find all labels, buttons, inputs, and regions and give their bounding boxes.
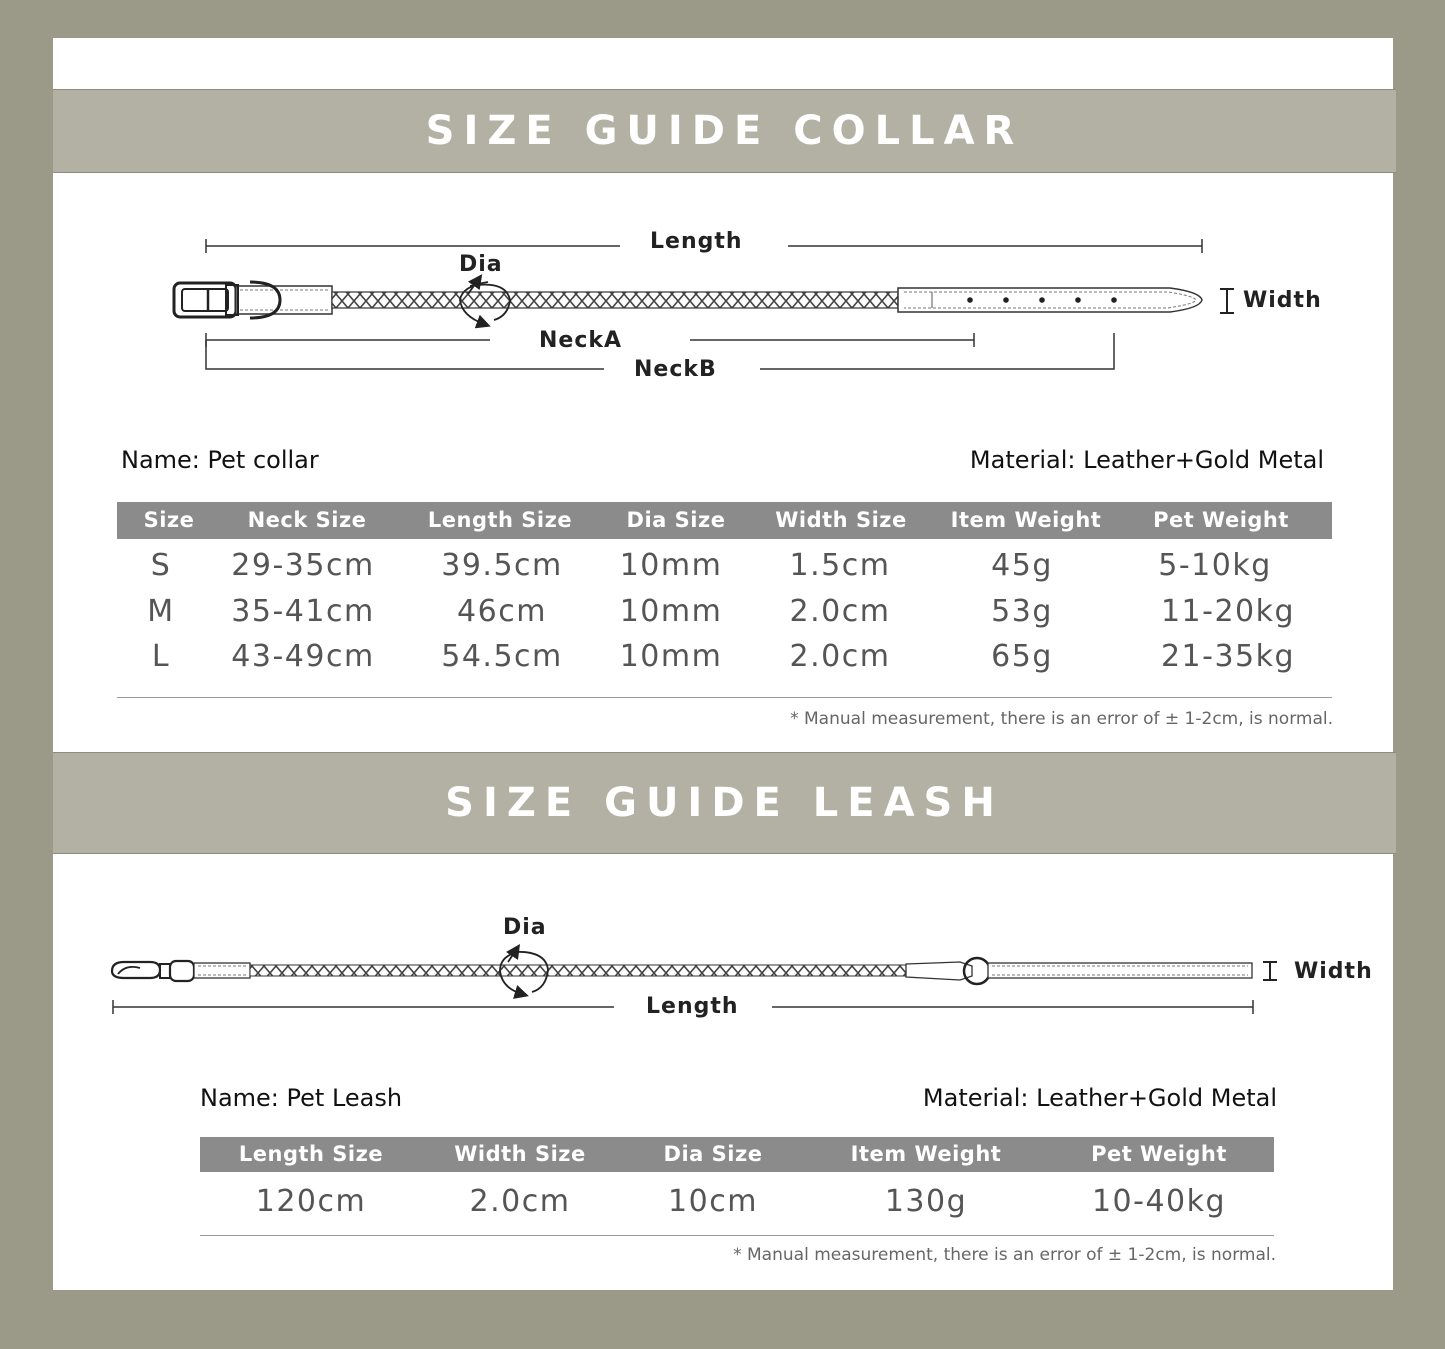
collar-th-length: Length Size bbox=[427, 508, 573, 532]
table-cell: 120cm bbox=[255, 1184, 367, 1219]
collar-width-label: Width bbox=[1243, 288, 1322, 313]
collar-necka-label: NeckA bbox=[539, 328, 623, 353]
collar-length-label: Length bbox=[650, 229, 743, 254]
table-cell: 43-49cm bbox=[231, 639, 375, 674]
collar-buckle-icon bbox=[174, 282, 332, 318]
collar-th-item-weight: Item Weight bbox=[950, 508, 1102, 532]
table-cell: 2.0cm bbox=[469, 1184, 571, 1219]
leash-banner bbox=[53, 752, 1396, 854]
collar-th-width: Width Size bbox=[775, 508, 907, 532]
collar-width-indicator-icon bbox=[1220, 289, 1234, 313]
table-cell: 10mm bbox=[619, 639, 723, 674]
table-cell: 39.5cm bbox=[441, 548, 563, 583]
leash-name-text: Name: Pet Leash bbox=[200, 1084, 403, 1112]
collar-th-neck: Neck Size bbox=[247, 508, 367, 532]
table-cell: 10cm bbox=[668, 1184, 758, 1219]
leash-material-text: Material: Leather+Gold Metal bbox=[922, 1084, 1277, 1112]
collar-braid bbox=[332, 292, 898, 308]
leash-banner-title: SIZE GUIDE LEASH bbox=[445, 780, 1004, 826]
table-cell: M bbox=[147, 594, 175, 629]
table-cell: 11-20kg bbox=[1160, 594, 1296, 629]
table-cell: 10mm bbox=[619, 594, 723, 629]
leash-length-label: Length bbox=[646, 994, 739, 1019]
collar-material-text: Material: Leather+Gold Metal bbox=[969, 446, 1324, 474]
leash-snap-hook-icon bbox=[112, 961, 250, 981]
leash-th-width: Width Size bbox=[454, 1142, 586, 1166]
collar-measurement-note: * Manual measurement, there is an error of ± 1-2cm, is normal. bbox=[790, 709, 1333, 729]
leash-width-label: Width bbox=[1294, 959, 1373, 984]
collar-th-dia: Dia Size bbox=[626, 508, 726, 532]
leash-th-item-weight: Item Weight bbox=[850, 1142, 1002, 1166]
collar-name-text: Name: Pet collar bbox=[121, 446, 319, 474]
table-cell: 5-10kg bbox=[1158, 548, 1272, 583]
collar-th-pet-weight: Pet Weight bbox=[1153, 508, 1289, 532]
table-cell: 45g bbox=[991, 548, 1053, 583]
collar-neckb-label: NeckB bbox=[634, 357, 717, 382]
collar-table-divider bbox=[117, 697, 1332, 698]
table-cell: L bbox=[151, 639, 171, 674]
table-cell: 53g bbox=[991, 594, 1053, 629]
table-cell: 10-40kg bbox=[1091, 1184, 1227, 1219]
table-cell: 130g bbox=[884, 1184, 968, 1219]
collar-th-size: Size bbox=[143, 508, 195, 532]
table-cell: 54.5cm bbox=[441, 639, 563, 674]
table-cell: 21-35kg bbox=[1160, 639, 1296, 674]
table-cell: 10mm bbox=[619, 548, 723, 583]
collar-table-header bbox=[117, 502, 1332, 539]
table-cell: S bbox=[150, 548, 172, 583]
table-cell: 29-35cm bbox=[231, 548, 375, 583]
leash-width-indicator-icon bbox=[1263, 962, 1277, 980]
table-cell: 46cm bbox=[457, 594, 547, 629]
collar-banner-title: SIZE GUIDE COLLAR bbox=[425, 108, 1024, 154]
leash-th-dia: Dia Size bbox=[663, 1142, 763, 1166]
leash-th-length: Length Size bbox=[238, 1142, 384, 1166]
leash-table-divider bbox=[200, 1235, 1274, 1236]
table-cell: 2.0cm bbox=[789, 594, 891, 629]
leash-dia-label: Dia bbox=[503, 915, 547, 940]
leash-th-pet-weight: Pet Weight bbox=[1091, 1142, 1227, 1166]
table-cell: 65g bbox=[991, 639, 1053, 674]
leash-measurement-note: * Manual measurement, there is an error of ± 1-2cm, is normal. bbox=[733, 1245, 1276, 1265]
leash-table-header bbox=[200, 1137, 1274, 1172]
collar-dia-label: Dia bbox=[459, 252, 503, 277]
leash-handle bbox=[906, 958, 1252, 984]
table-cell: 2.0cm bbox=[789, 639, 891, 674]
collar-tip bbox=[898, 288, 1202, 312]
table-cell: 1.5cm bbox=[789, 548, 891, 583]
leash-braid bbox=[250, 965, 906, 976]
table-cell: 35-41cm bbox=[231, 594, 375, 629]
